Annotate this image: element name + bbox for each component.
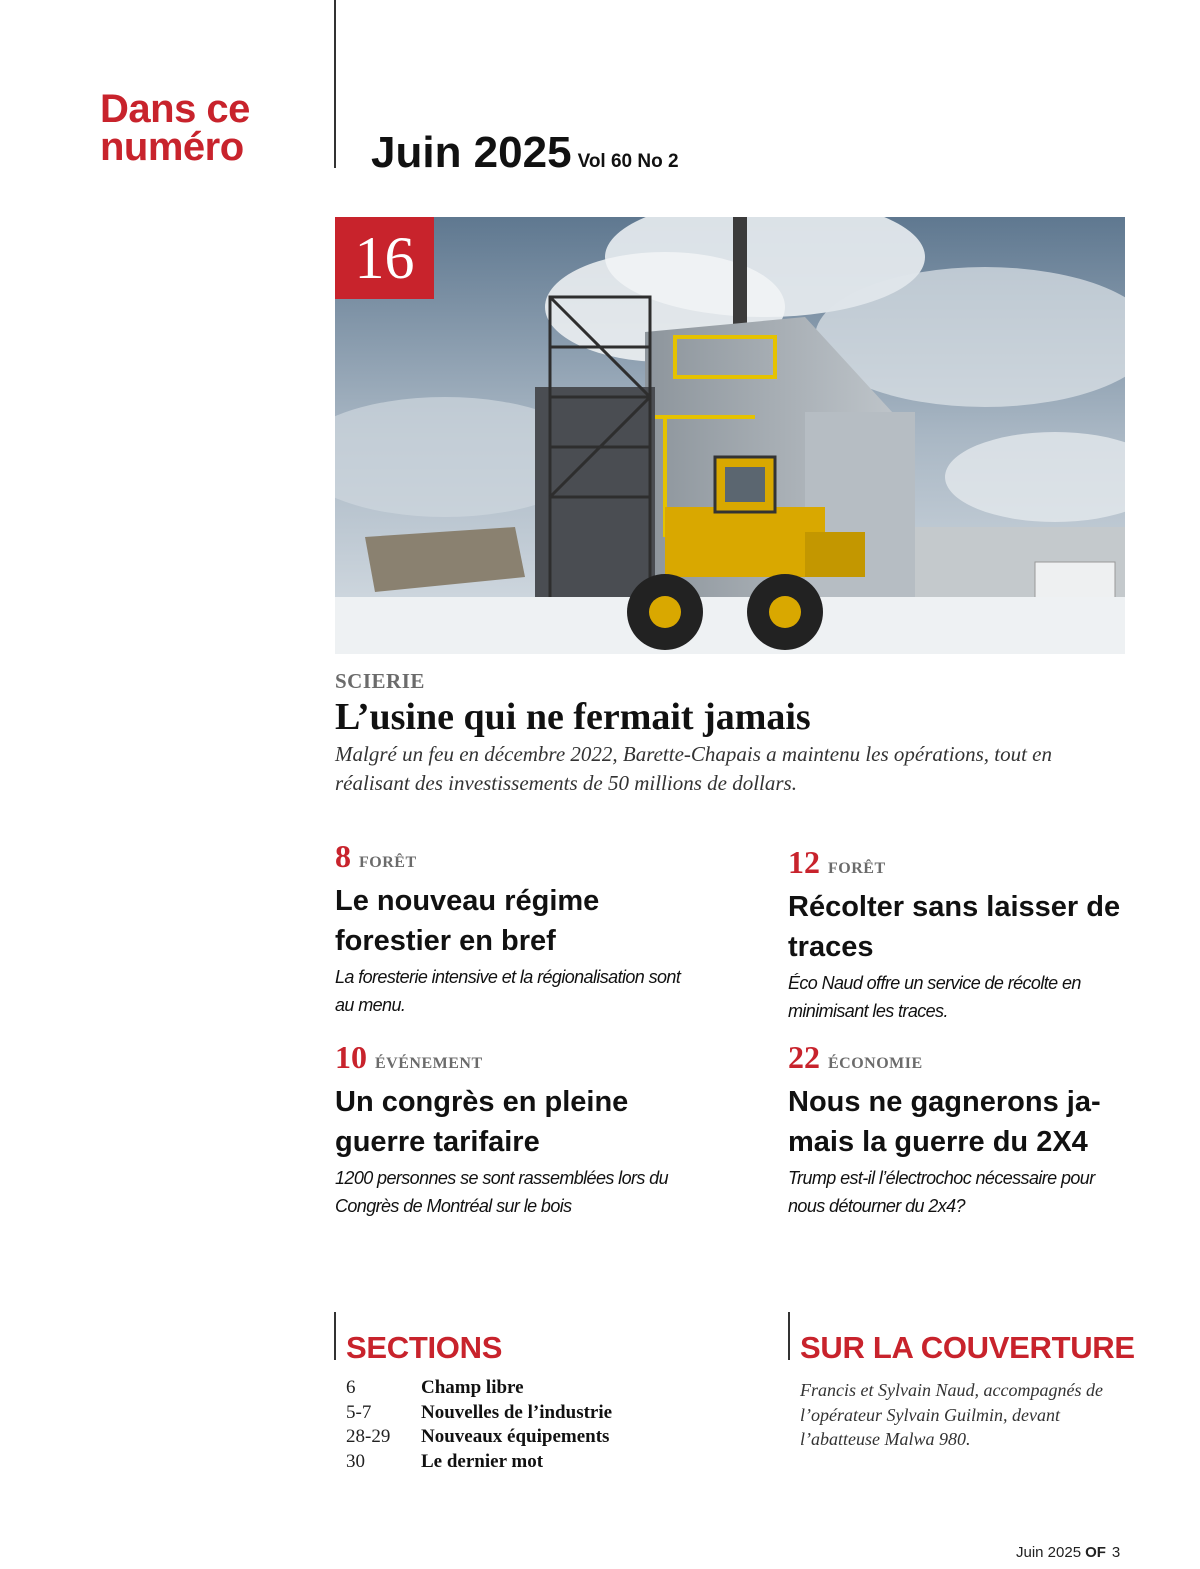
in-issue-line-1: Dans ce xyxy=(100,87,250,131)
article-title[interactable]: Le nouveau régime forestier en bref xyxy=(335,885,600,957)
article-evenement-congres[interactable] xyxy=(335,1039,695,1220)
sections-heading: SECTIONS xyxy=(346,1330,503,1365)
list-item[interactable] xyxy=(346,1376,612,1401)
footer-month: Juin 2025 xyxy=(1016,1544,1082,1561)
article-title[interactable]: Nous ne gagnerons ja-mais la guerre du 2X4 xyxy=(788,1086,1101,1158)
list-item[interactable] xyxy=(346,1425,612,1450)
section-page: 28-29 xyxy=(346,1426,391,1447)
feature-photo[interactable] xyxy=(335,217,1125,654)
article-header xyxy=(335,1039,695,1076)
article-header xyxy=(335,838,695,875)
issue-date: Juin 2025 xyxy=(371,128,572,177)
list-item[interactable] xyxy=(346,1450,612,1475)
list-item[interactable] xyxy=(346,1401,612,1426)
page-footer xyxy=(1016,1544,1120,1561)
article-page: 22 xyxy=(788,1039,820,1075)
article-page: 10 xyxy=(335,1039,367,1075)
cover-heading: SUR LA COUVERTURE xyxy=(800,1330,1135,1365)
article-header xyxy=(788,844,1148,881)
issue-volume: Vol 60 No 2 xyxy=(577,151,679,172)
article-subtitle: Trump est-il l’électrochoc nécessaire pour nous détourner du 2x4? xyxy=(788,1168,1095,1216)
section-page: 5-7 xyxy=(346,1401,372,1423)
article-subtitle: La foresterie intensive et la régionalisation sont au menu. xyxy=(335,967,681,1015)
feature-title[interactable]: L’usine qui ne fermait jamais xyxy=(335,696,811,738)
article-category: FORÊT xyxy=(828,860,886,877)
feature-page-badge: 16 xyxy=(335,217,434,299)
article-subtitle: 1200 personnes se sont rassemblées lors du Congrès de Montréal sur le bois xyxy=(335,1168,669,1216)
sawmill-illustration xyxy=(335,217,1125,654)
article-foret-regime[interactable] xyxy=(335,838,695,1019)
article-page: 8 xyxy=(335,838,351,874)
article-page: 12 xyxy=(788,844,820,880)
sections-list xyxy=(346,1376,612,1474)
section-page: 30 xyxy=(346,1450,365,1472)
article-subtitle: Éco Naud offre un service de récolte en minimisant les traces. xyxy=(788,973,1081,1021)
section-name: Nouveaux équipements xyxy=(421,1426,610,1447)
feature-subtitle: Malgré un feu en décembre 2022, Barette-Chapais a maintenu les opérations, tout en réalisant des investissements de 50 millions de dollars. xyxy=(335,742,1052,795)
header-divider xyxy=(334,0,336,168)
article-title[interactable]: Récolter sans laisser de traces xyxy=(788,891,1121,963)
section-name: Champ libre xyxy=(421,1377,524,1398)
article-header xyxy=(788,1039,1133,1076)
article-category: FORÊT xyxy=(359,854,417,871)
article-category: ÉVÉNEMENT xyxy=(375,1055,483,1072)
section-page: 6 xyxy=(346,1377,356,1398)
article-foret-recolter[interactable] xyxy=(788,844,1148,1025)
article-title[interactable]: Un congrès en pleine guerre tarifaire xyxy=(335,1086,629,1158)
feature-kicker: SCIERIE xyxy=(335,669,425,693)
in-this-issue-heading xyxy=(100,87,250,169)
article-economie-2x4[interactable] xyxy=(788,1039,1133,1220)
section-name: Le dernier mot xyxy=(421,1450,544,1472)
section-name: Nouvelles de l’industrie xyxy=(421,1401,613,1423)
footer-magazine: OF xyxy=(1085,1544,1106,1561)
cover-divider xyxy=(788,1312,790,1360)
cover-description: Francis et Sylvain Naud, accompagnés de l’opérateur Sylvain Guilmin, devant l’abatteuse Malwa 980. xyxy=(800,1380,1103,1449)
page-number: 3 xyxy=(1111,1544,1121,1561)
sections-divider xyxy=(334,1312,336,1360)
article-category: ÉCONOMIE xyxy=(828,1055,923,1072)
issue-info xyxy=(371,128,679,187)
in-issue-line-2: numéro xyxy=(100,125,244,169)
